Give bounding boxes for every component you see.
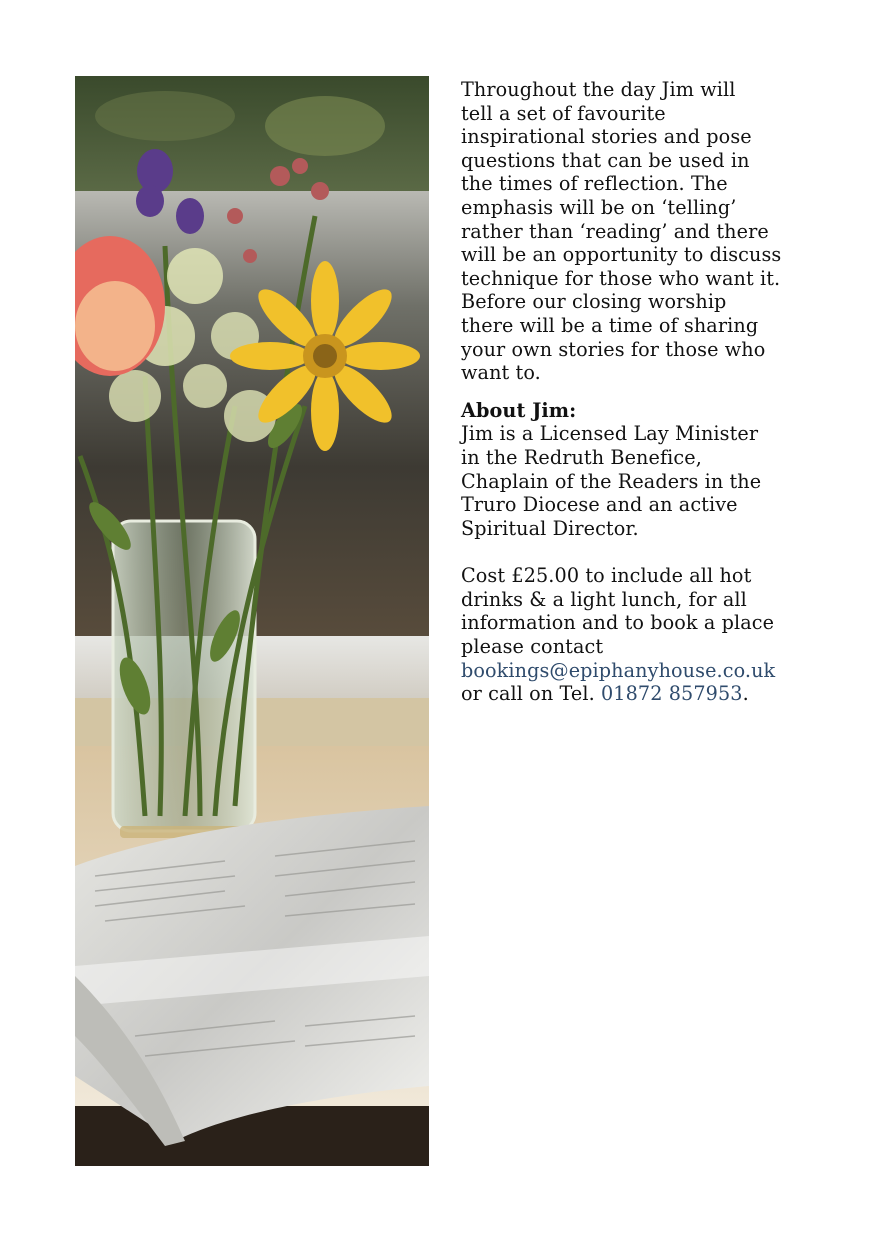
about-paragraph (461, 422, 806, 540)
about-line: Spiritual Director. (461, 516, 639, 540)
intro-line: emphasis will be on ‘telling’ (461, 195, 737, 219)
cost-line: Cost £25.00 to include all hot (461, 564, 752, 588)
intro-line: will be an opportunity to discuss (461, 243, 782, 267)
photo-illustration (75, 76, 429, 1166)
about-heading: About Jim: (461, 398, 577, 422)
about-line: Truro Diocese and an active (461, 493, 738, 517)
call-prefix: or call on Tel. (461, 682, 601, 706)
cost-line: please contact (461, 635, 604, 659)
intro-line: rather than ‘reading’ and there (461, 219, 769, 243)
cost-line: drinks & a light lunch, for all (461, 587, 747, 611)
text-column (461, 78, 806, 706)
intro-line: there will be a time of sharing (461, 313, 759, 337)
cost-paragraph (461, 564, 806, 706)
flowers-bible-photo (75, 76, 429, 1166)
intro-line: tell a set of favourite (461, 101, 666, 125)
phone-link[interactable]: 01872 857953 (601, 682, 743, 706)
about-line: Chaplain of the Readers in the (461, 469, 762, 493)
intro-line: inspirational stories and pose (461, 125, 752, 149)
intro-line: technique for those who want it. (461, 266, 781, 290)
intro-line: want to. (461, 361, 541, 385)
about-line: in the Redruth Benefice, (461, 445, 702, 469)
intro-line: Before our closing worship (461, 290, 727, 314)
call-suffix: . (742, 682, 749, 706)
about-line: Jim is a Licensed Lay Minister (461, 422, 759, 446)
cost-line: information and to book a place (461, 611, 775, 635)
intro-line: your own stories for those who (461, 337, 766, 361)
intro-line: the times of reflection. The (461, 172, 728, 196)
intro-line: Throughout the day Jim will (461, 78, 736, 101)
intro-line: questions that can be used in (461, 148, 750, 172)
email-link[interactable]: bookings@epiphanyhouse.co.uk (461, 658, 776, 682)
intro-paragraph (461, 78, 806, 385)
